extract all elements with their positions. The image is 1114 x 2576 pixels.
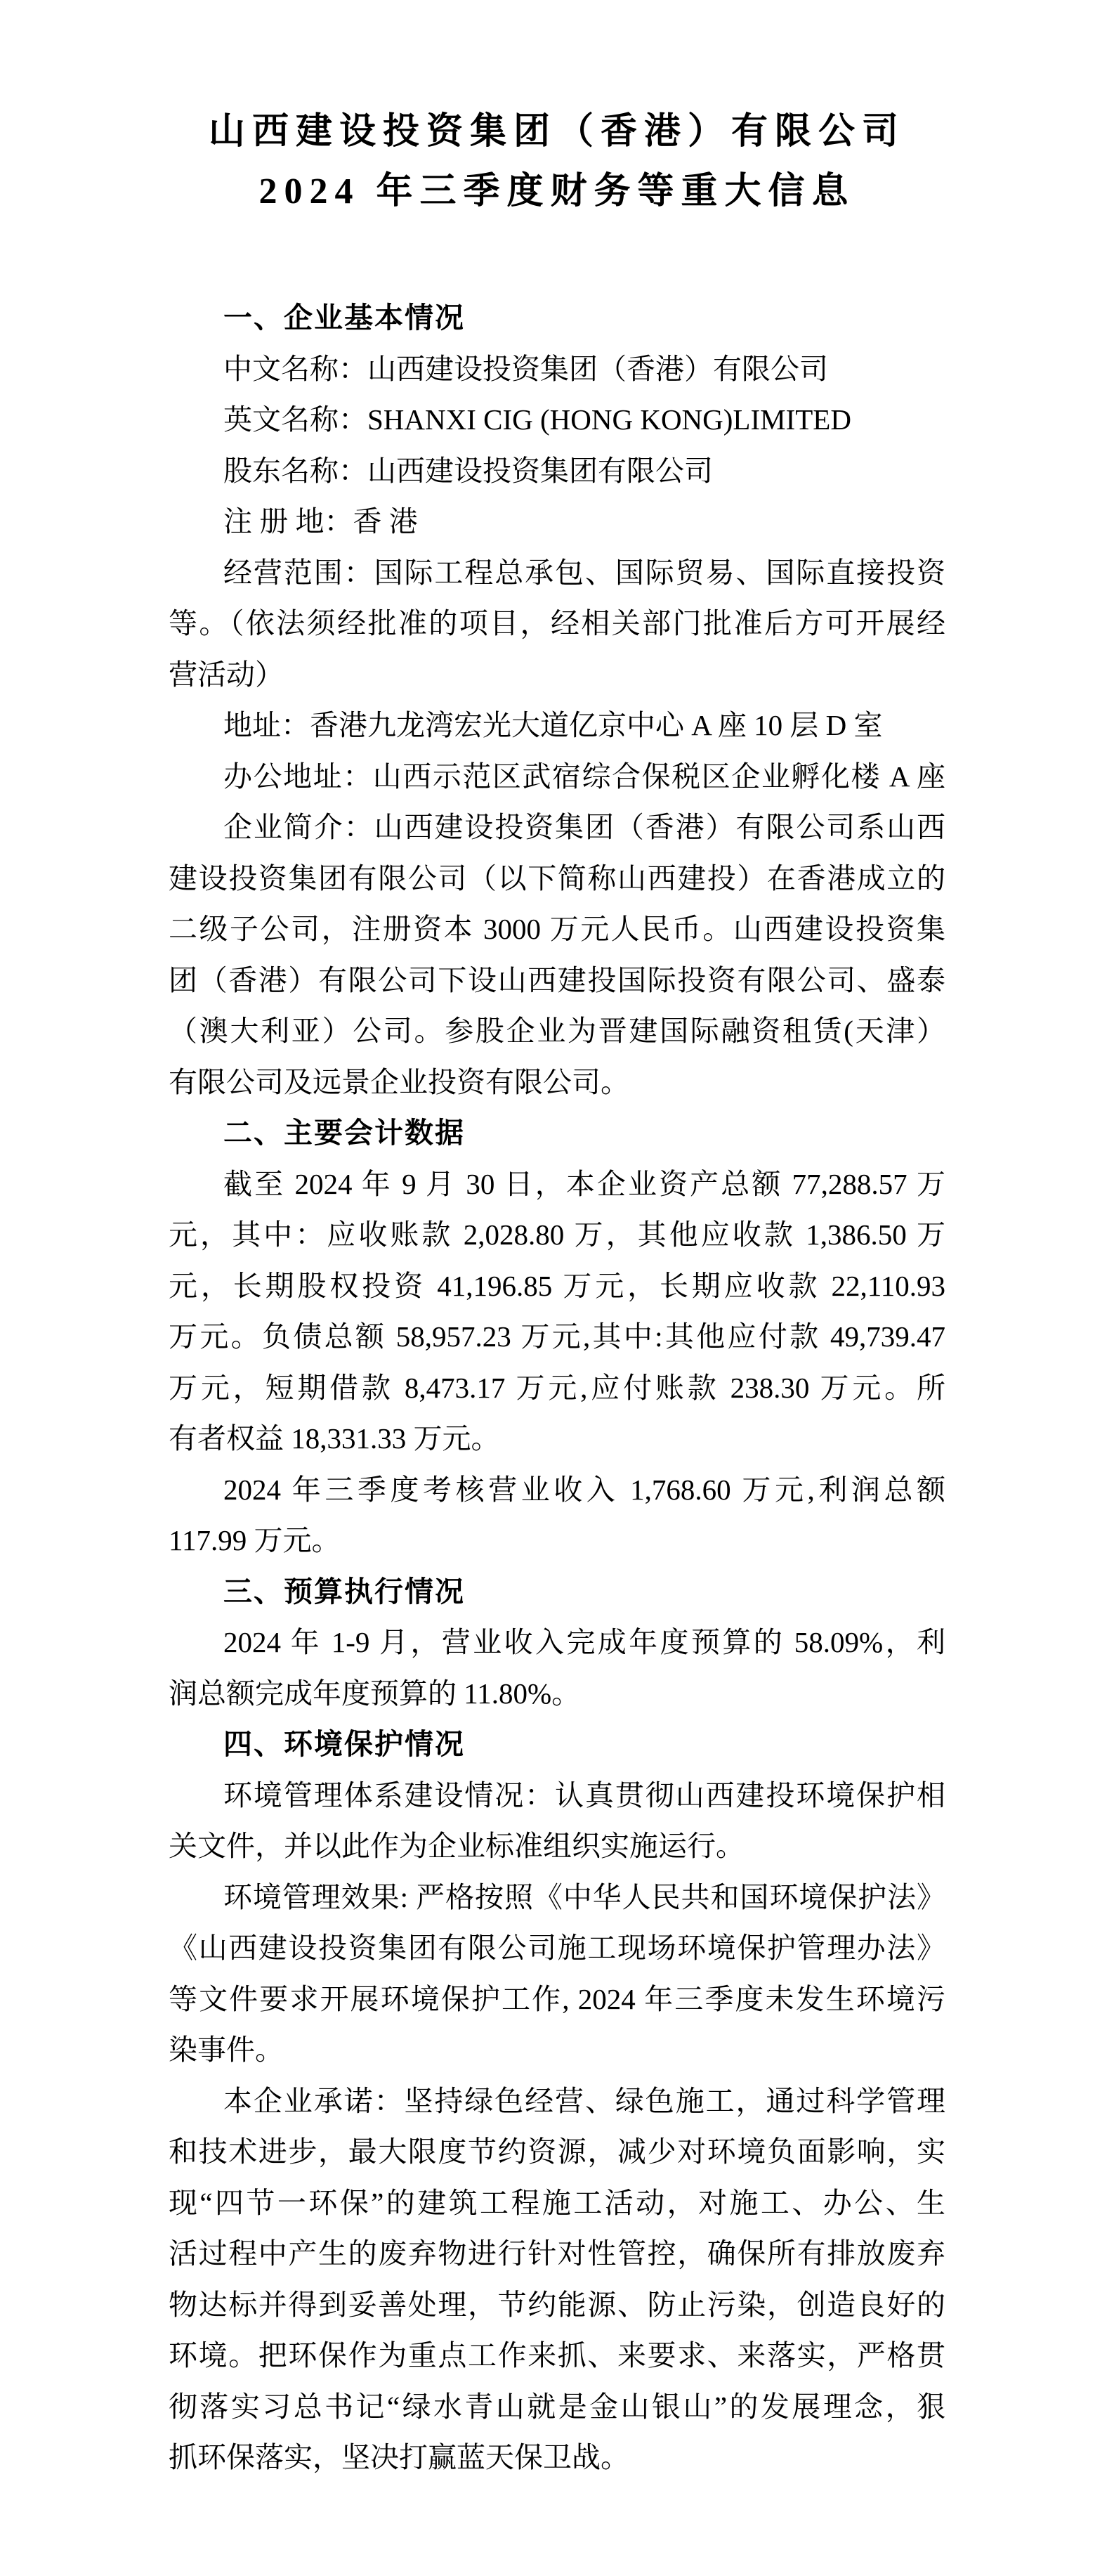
text-line: 经营范围：国际工程总承包、国际贸易、国际直接投资 — [223, 556, 945, 589]
text-line: 关文件，并以此作为企业标准组织实施运行。 — [169, 1830, 745, 1862]
document-body — [169, 292, 945, 2483]
text-line: 团（香港）有限公司下设山西建投国际投资有限公司、盛泰 — [169, 963, 945, 996]
section-heading: 四、环境保护情况 — [223, 1728, 465, 1760]
text-line: 等文件要求开展环境保护工作, 2024 年三季度未发生环境污 — [169, 1982, 945, 2015]
text-line: 中文名称：山西建设投资集团（香港）有限公司 — [223, 352, 828, 385]
text-line: 《山西建设投资集团有限公司施工现场环境保护管理办法》 — [169, 1932, 945, 1964]
text-line: 营活动） — [169, 658, 284, 691]
text-line: 地址：香港九龙湾宏光大道亿京中心 A 座 10 层 D 室 — [223, 709, 883, 741]
text-line: 活过程中产生的废弃物进行针对性管控，确保所有排放废弃 — [169, 2237, 945, 2270]
document-title-line: 2024 年三季度财务等重大信息 — [258, 171, 856, 212]
text-line: 元，其中：应收账款 2,028.80 万，其他应收款 1,386.50 万 — [169, 1218, 945, 1251]
text-line: 二级子公司，注册资本 3000 万元人民币。山西建设投资集 — [169, 913, 945, 945]
text-line: 和技术进步，最大限度节约资源，减少对环境负面影响，实 — [169, 2135, 945, 2168]
text-line: 环境。把环保作为重点工作来抓、来要求、来落实，严格贯 — [169, 2339, 945, 2372]
text-line: 现“四节一环保”的建筑工程施工活动，对施工、办公、生 — [169, 2186, 945, 2219]
text-line: 有限公司及远景企业投资有限公司。 — [169, 1065, 629, 1098]
text-line: （澳大利亚）公司。参股企业为晋建国际融资租赁(天津） — [169, 1015, 945, 1047]
text-line: 117.99 万元。 — [169, 1524, 341, 1556]
text-line: 有者权益 18,331.33 万元。 — [169, 1422, 500, 1455]
text-line: 万元。负债总额 58,957.23 万元,其中:其他应付款 49,739.47 — [169, 1320, 945, 1353]
text-line: 本企业承诺：坚持绿色经营、绿色施工，通过科学管理 — [223, 2084, 945, 2117]
text-line: 注 册 地：香 港 — [223, 505, 418, 538]
text-line: 元，长期股权投资 41,196.85 万元，长期应收款 22,110.93 — [169, 1269, 945, 1302]
text-line: 建设投资集团有限公司（以下简称山西建投）在香港成立的 — [169, 861, 945, 895]
text-line: 环境管理效果: 严格按照《中华人民共和国环境保护法》 — [223, 1880, 945, 1913]
text-line: 办公地址：山西示范区武宿综合保税区企业孵化楼 A 座 — [223, 760, 945, 793]
text-line: 股东名称：山西建设投资集团有限公司 — [223, 454, 713, 487]
section-heading: 二、主要会计数据 — [223, 1117, 465, 1149]
text-line: 染事件。 — [169, 2034, 284, 2066]
section-heading: 三、预算执行情况 — [223, 1575, 465, 1608]
text-line: 润总额完成年度预算的 11.80%。 — [169, 1677, 581, 1710]
text-line: 物达标并得到妥善处理，节约能源、防止污染，创造良好的 — [169, 2288, 945, 2321]
section-heading: 一、企业基本情况 — [223, 301, 465, 334]
text-line: 万元，短期借款 8,473.17 万元,应付账款 238.30 万元。所 — [169, 1371, 945, 1404]
text-line: 2024 年三季度考核营业收入 1,768.60 万元,利润总额 — [223, 1473, 945, 1506]
text-line: 彻落实习总书记“绿水青山就是金山银山”的发展理念，狠 — [169, 2390, 945, 2423]
text-line: 等。（依法须经批准的项目，经相关部门批准后方可开展经 — [169, 607, 945, 639]
text-line: 环境管理体系建设情况：认真贯彻山西建投环境保护相 — [223, 1778, 945, 1811]
text-line: 抓环保落实，坚决打赢蓝天保卫战。 — [169, 2441, 629, 2473]
document-title — [0, 102, 1114, 221]
text-line: 2024 年 1-9 月，营业收入完成年度预算的 58.09%，利 — [223, 1626, 945, 1658]
text-line: 企业简介：山西建设投资集团（香港）有限公司系山西 — [223, 811, 945, 843]
text-line: 截至 2024 年 9 月 30 日，本企业资产总额 77,288.57 万 — [223, 1167, 945, 1200]
document-title-line: 山西建设投资集团（香港）有限公司 — [208, 112, 905, 152]
text-line: 英文名称：SHANXI CIG (HONG KONG)LIMITED — [223, 403, 851, 436]
